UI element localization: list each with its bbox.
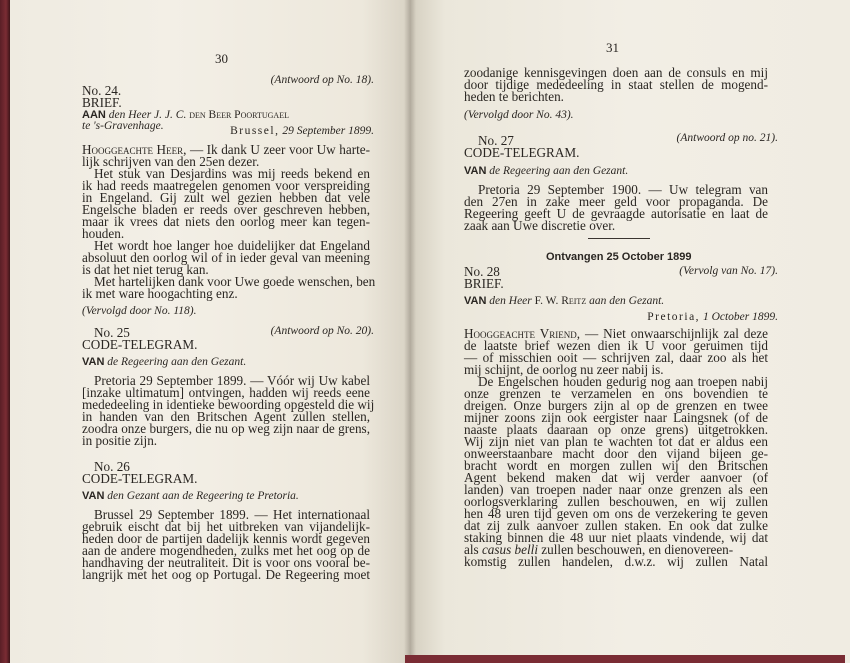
text-line: Regeering geeft U de gevraagde autorisatie en laat de — [464, 206, 768, 221]
text-line: dreigen. Onze burgers zijn al op de grenzen en twee — [464, 398, 768, 413]
text-line: den 27en in zake meer geld voor propaganda. De — [464, 194, 768, 209]
dateline — [647, 310, 778, 324]
document-number: No. 25 — [94, 325, 130, 340]
dateline — [230, 124, 374, 138]
text-line: Hooggeachte Heer, — Ik dank U zeer voor Uw harte- — [82, 142, 371, 157]
document-number: No. 24. — [82, 83, 122, 98]
dateline-date: 1 October 1899. — [702, 311, 778, 323]
dateline-place: Brussel, — [230, 125, 280, 137]
text-line: zaak aan Uwe discretie over. — [464, 218, 616, 233]
text-line: in Engeland. Gij zult wel gezien hebben dat vele — [82, 190, 370, 205]
sender-line — [82, 355, 246, 369]
text-line: [inzake ultimatum] ontvingen, hadden wij reeds eene — [82, 385, 370, 400]
text-line: de laatste brief wezen dien ik U voor geruimen tijd — [464, 338, 768, 353]
page-number: 31 — [606, 40, 619, 55]
reply-reference: (Antwoord op No. 20). — [270, 325, 374, 337]
text-line: naaste plaats daaraan op onze grens) uitgetrokken. — [464, 422, 768, 437]
text-line: in positie zijn. — [82, 433, 158, 448]
document-type: CODE-TELEGRAM. — [82, 337, 198, 352]
sender-prefix: VAN — [82, 356, 105, 368]
dateline-date: 29 September 1899. — [282, 125, 374, 137]
sender-prefix: VAN — [464, 295, 487, 307]
text-line: De Engelschen houden gedurig nog aan troepen nabij — [478, 374, 768, 389]
sender-name: F. W. Reitz — [534, 295, 587, 307]
text-line: langrijk met het oog op Portugal. De Regeering moet — [82, 567, 370, 582]
document-number: No. 28 — [464, 264, 500, 279]
received-heading: Ontvangen 25 October 1899 — [546, 251, 692, 263]
text-line: als casus belli zullen beschouwen, en dienovereen- — [464, 542, 734, 557]
followed-by: (Vervolgd door No. 43). — [464, 109, 574, 121]
text-line: onze grenzen te verzamelen en ons bovendien te — [464, 386, 768, 401]
text-line: ik had reeds maatregelen genomen voor verspreiding — [82, 178, 370, 193]
casus-prefix: als — [464, 542, 479, 557]
document-type: BRIEF. — [82, 95, 122, 110]
text-line: Wij zijn niet van plan te wachten tot dat er aldus een — [464, 434, 768, 449]
document-number: No. 27 — [478, 133, 514, 148]
sender-line — [464, 164, 628, 178]
dateline-place: Pretoria, — [647, 311, 701, 323]
text-line: mij schijnt, de oorlog nu zeer nabij is. — [464, 362, 664, 377]
right-page — [410, 0, 850, 663]
text-line: aan de andere mogendheden, zulks met het oog op de — [82, 543, 370, 558]
addressee-place: te 's-Gravenhage. — [82, 120, 164, 132]
text-line: is dat het niet terug kan. — [82, 262, 209, 277]
text-line: — of misschien ooit — schrijven zal, daar zoo als het — [464, 350, 768, 365]
text-line: Agent bekend maken dat wij verder aanvoer (of — [464, 470, 768, 485]
text-line: absoluut den oorlog wil of in ieder geval van meening — [82, 250, 370, 265]
text-line: gebruik eischt dat bij het uitbreken van vijandelijk- — [82, 519, 370, 534]
reply-reference: (Antwoord op no. 21). — [676, 132, 778, 144]
sender-prefix: VAN — [82, 490, 105, 502]
sender-line — [464, 294, 664, 308]
text-line: Engelsche bladen er reeds over geschreven hebben, — [82, 202, 370, 217]
addressee-prefix: AAN — [82, 109, 106, 121]
text-line: heden door de partijen dadelijk kennis wordt gegeven — [82, 531, 370, 546]
sender-text: den Heer — [489, 295, 532, 307]
text-line: Brussel 29 September 1899. — Het internationaal — [94, 507, 370, 522]
text-line: mijner zoons zijn ook eergister naar Laingsnek (of de — [464, 410, 768, 425]
text-line: bracht wordt en morgen zullen wij den Britschen — [464, 458, 768, 473]
book-cover-edge — [0, 0, 10, 663]
book-cover-edge-bottom — [405, 655, 845, 663]
text-line: Hooggeachte Vriend, — Niet onwaarschijnlijk zal deze — [464, 326, 768, 341]
reply-reference: (Vervolg van No. 17). — [679, 265, 778, 277]
text-line: houden. — [82, 226, 125, 241]
sender-text: de Regeering aan den Gezant. — [489, 165, 629, 177]
addressee-name: den Beer Poortugael — [189, 109, 289, 121]
text-line: Het stuk van Desjardins was mij reeds bekend en — [94, 166, 370, 181]
text-line: zoodanige kennisgevingen doen aan de consuls en mij — [464, 65, 768, 80]
text-line: oorlogsverklaring zullen beschouwen, en wij zullen — [464, 494, 768, 509]
text-line: komstig zullen handelen, d.w.z. wij zullen Natal — [464, 554, 768, 569]
sender-text: den Gezant aan de Regeering te Pretoria. — [107, 490, 299, 502]
text-line: Met hartelijken dank voor Uwe goede wenschen, ben — [94, 274, 376, 289]
text-line: handhaving der neutraliteit. Dit is voor ons vooral be- — [82, 555, 370, 570]
text-line: staking binnen die 48 uur niet plaats vindende, wij dat — [464, 530, 768, 545]
document-type: CODE-TELEGRAM. — [464, 145, 580, 160]
salutation: Hooggeachte Heer, — [82, 142, 187, 157]
sender-text-b: aan den Gezant. — [589, 295, 665, 307]
text-line: landen) van troepen nader naar onze grenzen als een — [464, 482, 768, 497]
text-line: Pretoria 29 September 1900. — Uw telegram van — [478, 182, 768, 197]
left-page — [10, 0, 410, 663]
section-divider — [588, 238, 650, 239]
text-line: zoodra onze burgers, die nu op weg zijn naar de grens, — [82, 421, 370, 436]
text-line: in handen van den Britschen Agent zullen stellen, — [82, 409, 370, 424]
text-line: dat zij zulk aanvoer zullen staken. En ook dat zulke — [464, 518, 768, 533]
text-line: ik met ware hoogachting enz. — [82, 286, 238, 301]
text-line: onweerstaanbare macht door den vijand bijeen ge- — [464, 446, 768, 461]
text-line: maar ik vrees dat niets den oorlog meer kan tegen- — [82, 214, 370, 229]
text-line: Pretoria 29 September 1899. — Vóór wij Uw kabel — [94, 373, 370, 388]
page-number: 30 — [215, 51, 228, 66]
text-line: Het wordt hoe langer hoe duidelijker dat Engeland — [94, 238, 370, 253]
document-type: CODE-TELEGRAM. — [82, 471, 198, 486]
addressee-text: den Heer J. J. C. — [108, 109, 187, 121]
sender-text: de Regeering aan den Gezant. — [107, 356, 247, 368]
casus-belli: casus belli — [481, 542, 538, 557]
text-line: lijk schrijven van den 25en dezer. — [82, 154, 260, 169]
reply-reference: (Antwoord op No. 18). — [270, 74, 374, 86]
salutation: Hooggeachte Vriend, — [464, 326, 581, 341]
sender-prefix: VAN — [464, 165, 487, 177]
sender-line — [82, 489, 299, 503]
text-line: heden te berichten. — [464, 89, 564, 104]
book-gutter — [404, 0, 416, 663]
text-line: hen 48 uren tijd geven om ons de verzekering te geven — [464, 506, 768, 521]
text-line: door tijdige mededeeling in staat stellen de mogend- — [464, 77, 768, 92]
followed-by: (Vervolgd door No. 118). — [82, 305, 197, 317]
document-number: No. 26 — [94, 459, 130, 474]
document-type: BRIEF. — [464, 276, 504, 291]
text-line: mededeeling in identieke bewoording opgesteld die wij — [82, 397, 375, 412]
